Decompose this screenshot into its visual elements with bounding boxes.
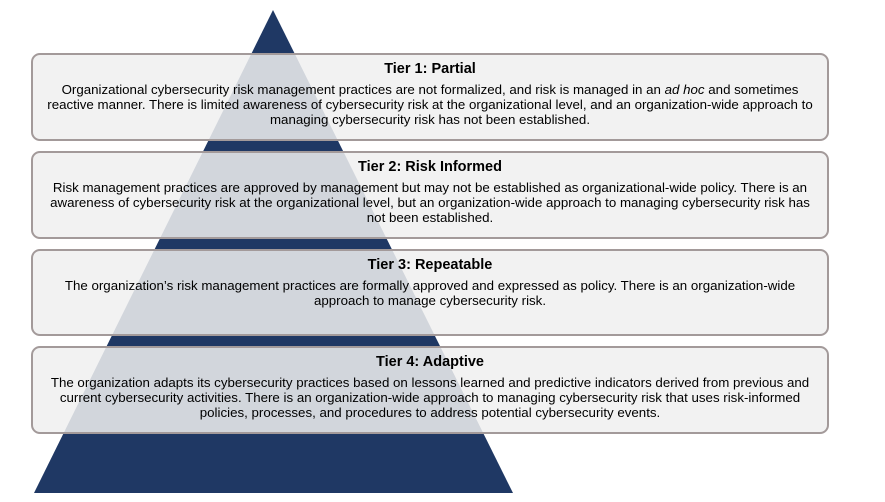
tier-3-box (31, 249, 829, 336)
tier-2-title: Tier 2: Risk Informed (358, 159, 502, 175)
tier-2-box (31, 151, 829, 239)
tier-4-box (31, 346, 829, 434)
tier-3-description: The organization’s risk management practices are formally approved and expressed as policy. There is an organization-wide approach to manage cybersecurity risk. (64, 278, 796, 308)
tier-1-description (43, 82, 817, 127)
tier-1-desc-part-1: Organizational cybersecurity risk management practices are not formalized, and risk is managed in an (61, 82, 665, 97)
tier-1-desc-emphasis: ad hoc (664, 82, 705, 97)
tier-3-title: Tier 3: Repeatable (367, 257, 493, 273)
tier-1-box (31, 53, 829, 141)
tier-2-description: Risk management practices are approved by management but may not be established as organizational-wide policy. There is an awareness of cybersecurity risk at the organizational level, but an organization-wide approach to managing cybersecurity risk has not been established. (50, 180, 810, 225)
tier-1-desc-part-2: and sometimes reactive manner. There is limited awareness of cybersecurity risk at the organizational level, and an organization-wide approach to managing cybersecurity risk has not been established. (47, 82, 813, 127)
tier-4-description: The organization adapts its cybersecurity practices based on lessons learned and predictive indicators derived from previous and current cybersecurity activities. There is an organization-wide approach to managing cybersecurity risk that uses risk-informed policies, processes, and procedures to address potential cybersecurity events. (50, 375, 810, 420)
tier-4-title: Tier 4: Adaptive (376, 354, 484, 370)
tier-1-title: Tier 1: Partial (384, 61, 476, 77)
